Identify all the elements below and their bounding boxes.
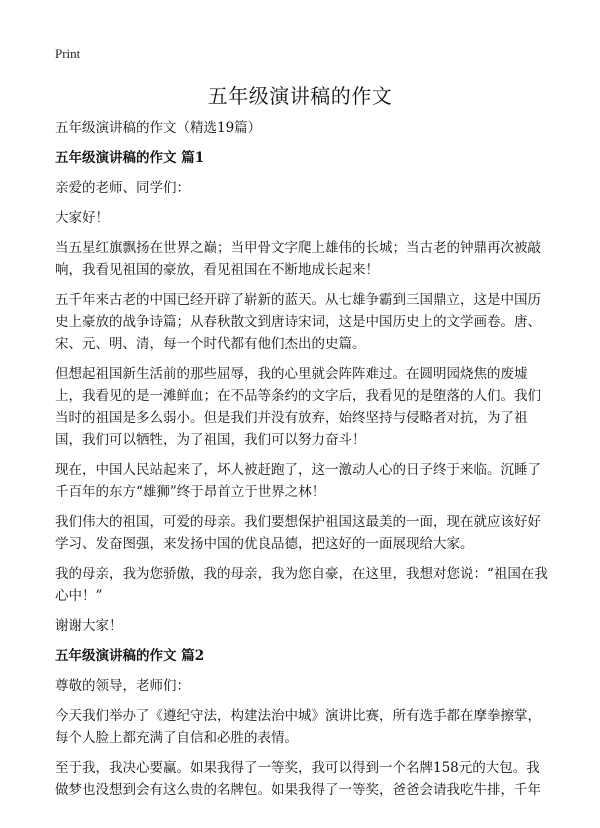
paragraph: 大家好！ [55, 210, 109, 226]
paragraph: 尊敬的领导，老师们： [55, 678, 190, 694]
paragraph: 谢谢大家！ [55, 618, 123, 634]
section-1 [55, 147, 550, 637]
paragraph: 至于我，我决心要赢。如果我得了一等奖，我可以得到一个名牌158元的大包。我做梦也没想到会有这么贵的名牌包。如果我得了一等奖，爸爸会请我吃牛排，千年 [55, 760, 541, 798]
paragraph: 当五星红旗飘扬在世界之巅；当甲骨文字爬上雄伟的长城；当古老的钟鼎再次被敲响，我看见祖国的豪放，看见祖国在不断地成长起来！ [55, 240, 541, 278]
page-title: 五年级演讲稿的作文 [207, 84, 393, 108]
document-body [55, 117, 550, 809]
paragraph: 我的母亲，我为您骄傲，我的母亲，我为您自豪，在这里，我想对您说：“祖国在我心中！” [55, 566, 548, 604]
print-link[interactable]: Print [55, 46, 81, 61]
section-2 [55, 645, 550, 801]
paragraph: 我们伟大的祖国，可爱的母亲。我们要想保护祖国这最美的一面，现在就应该好好学习、发奋图强，来发扬中国的优良品德，把这好的一面展现给大家。 [55, 514, 541, 552]
paragraph: 五千年来古老的中国已经开辟了崭新的蓝天。从七雄争霸到三国鼎立，这是中国历史上豪放的战争诗篇；从春秋散文到唐诗宋词，这是中国历史上的文学画卷。唐、宋、元、明、清，每一个时代都有他们杰出的史篇。 [55, 292, 541, 352]
paragraph: 今天我们举办了《遵纪守法，构建法治中城》演讲比赛，所有选手都在摩拳擦掌，每个人脸上都充满了自信和必胜的表情。 [55, 708, 541, 746]
document-subtitle: 五年级演讲稿的作文（精选19篇） [55, 120, 262, 136]
paragraph: 亲爱的老师、同学们： [55, 180, 190, 196]
paragraph: 现在，中国人民站起来了，坏人被赶跑了，这一激动人心的日子终于来临。沉睡了千百年的东方“雄狮”终于昂首立于世界之林！ [55, 462, 541, 500]
section-heading: 五年级演讲稿的作文 篇2 [55, 648, 205, 664]
section-heading: 五年级演讲稿的作文 篇1 [55, 150, 205, 166]
paragraph: 但想起祖国新生活前的那些屈辱，我的心里就会阵阵难过。在圆明园烧焦的废墟上，我看见的是一滩鲜血；在不品等条约的文字后，我看见的是堕落的人们。我们当时的祖国是多么弱小。但是我们并没有放弃，始终坚持与侵略者对抗，为了祖国，我们可以牺牲，为了祖国，我们可以努力奋斗！ [55, 366, 541, 448]
